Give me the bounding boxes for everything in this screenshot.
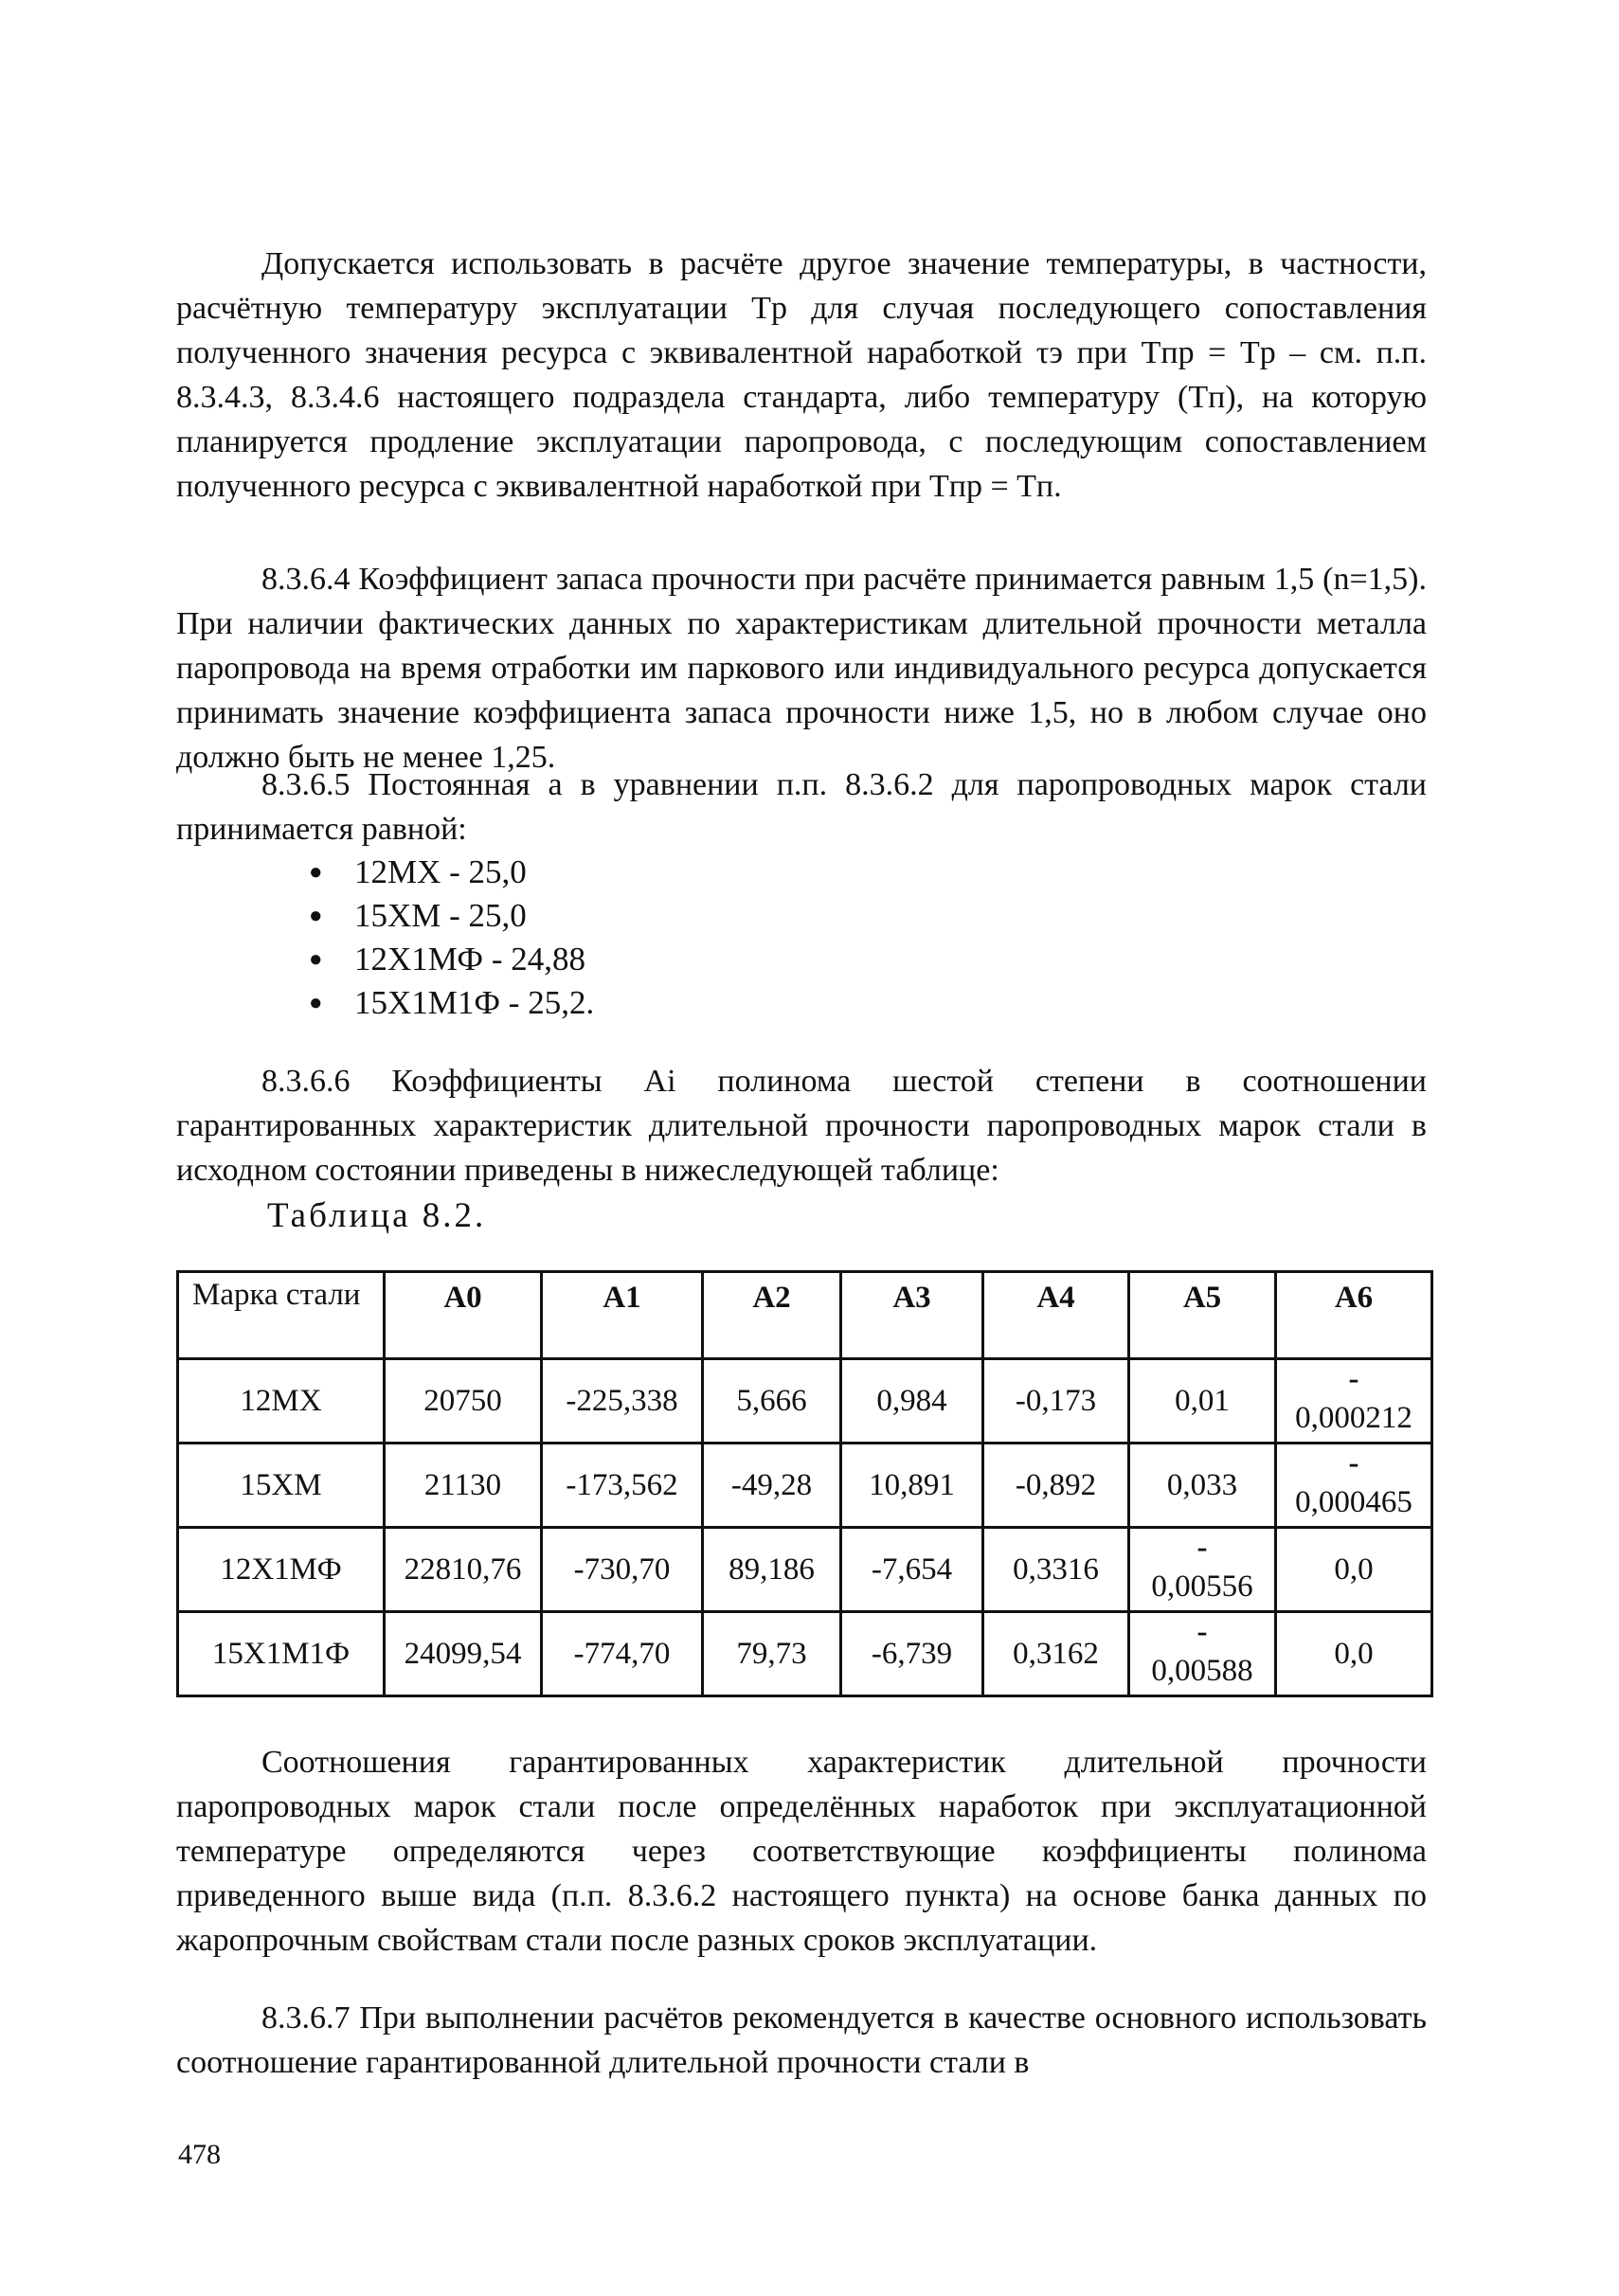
header-a1: A1: [542, 1272, 703, 1359]
after-table-text: Соотношения гарантированных характеристик длительной прочности паропроводных марок стали после определённых наработок при эксплуатационной температуре определяются через соответствующие коэффициенты полинома приведенного выше вида (п.п. 8.3.6.2 настоящего пункта) на основе банка данных по жаропрочным свойствам стали после разных сроков эксплуатации.: [176, 1745, 1427, 1958]
cell: 15Х1М1Ф: [178, 1612, 385, 1696]
minus-sign: -: [1348, 1446, 1359, 1480]
header-a2: A2: [703, 1272, 841, 1359]
cell: 12МХ: [178, 1359, 385, 1444]
section-8-3-6-5: [176, 762, 1427, 852]
header-a5: A5: [1129, 1272, 1276, 1359]
cell: 0,3162: [983, 1612, 1129, 1696]
cell: 15ХМ: [178, 1444, 385, 1528]
cell-negative-split: [1276, 1359, 1432, 1444]
cell: 0,0: [1276, 1612, 1432, 1696]
cell: -730,70: [542, 1528, 703, 1612]
cell: 0,3316: [983, 1528, 1129, 1612]
cell: 0,01: [1129, 1359, 1276, 1444]
cell: 5,666: [703, 1359, 841, 1444]
cell: 89,186: [703, 1528, 841, 1612]
section-8-3-6-6: [176, 1059, 1427, 1193]
section-8-3-6-4: [176, 557, 1427, 780]
section-8-3-6-7-text: 8.3.6.7 При выполнении расчётов рекомендуется в качестве основного использовать соотношение гарантированной длительной прочности стали в: [176, 2000, 1427, 2080]
cell: -225,338: [542, 1359, 703, 1444]
cell: 0,033: [1129, 1444, 1276, 1528]
table-row: [178, 1528, 1432, 1612]
cell: -7,654: [841, 1528, 983, 1612]
cell: 79,73: [703, 1612, 841, 1696]
cell: 22810,76: [385, 1528, 542, 1612]
coefficients-table: [176, 1270, 1433, 1697]
table-caption: Таблица 8.2.: [267, 1196, 487, 1235]
table-row: [178, 1359, 1432, 1444]
minus-sign: -: [1196, 1531, 1208, 1565]
steel-constants-list: [301, 851, 594, 1025]
cell: 0,0: [1276, 1528, 1432, 1612]
cell-negative-split: [1129, 1612, 1276, 1696]
cell-value: 0,000465: [1295, 1485, 1412, 1519]
cell-negative-split: [1276, 1444, 1432, 1528]
header-a3: A3: [841, 1272, 983, 1359]
cell-value: 0,00588: [1151, 1654, 1253, 1688]
cell: -0,173: [983, 1359, 1129, 1444]
intro-block: [176, 242, 1427, 509]
section-8-3-6-6-text: 8.3.6.6 Коэффициенты Ai полинома шестой степени в соотношении гарантированных характеристик длительной прочности паропроводных марок стали в исходном состоянии приведены в нижеследующей таблице:: [176, 1064, 1427, 1188]
minus-sign: -: [1196, 1615, 1208, 1649]
minus-sign: -: [1348, 1362, 1359, 1396]
table-row: [178, 1612, 1432, 1696]
cell: 10,891: [841, 1444, 983, 1528]
header-a4: A4: [983, 1272, 1129, 1359]
cell-value: 0,000212: [1295, 1401, 1412, 1435]
section-8-3-6-4-text: 8.3.6.4 Коэффициент запаса прочности при расчёте принимается равным 1,5 (n=1,5). При наличии фактических данных по характеристикам длительной прочности металла паропровода на время отработки им паркового или индивидуального ресурса допускается принимать значение коэффициента запаса прочности ниже 1,5, но в любом случае оно должно быть не менее 1,25.: [176, 562, 1427, 775]
section-8-3-6-5-text: 8.3.6.5 Постоянная a в уравнении п.п. 8.3.6.2 для паропроводных марок стали принимается равной:: [176, 767, 1427, 847]
cell: -774,70: [542, 1612, 703, 1696]
cell-value: 0,00556: [1151, 1570, 1253, 1604]
list-item: ● 12МХ - 25,0: [301, 851, 594, 894]
cell: -0,892: [983, 1444, 1129, 1528]
cell: 21130: [385, 1444, 542, 1528]
after-table-block: [176, 1740, 1427, 1963]
list-item: ● 15ХМ - 25,0: [301, 894, 594, 938]
header-a6: A6: [1276, 1272, 1432, 1359]
cell: 24099,54: [385, 1612, 542, 1696]
header-a0: A0: [385, 1272, 542, 1359]
section-8-3-6-7: [176, 1996, 1427, 2085]
cell: -49,28: [703, 1444, 841, 1528]
cell: 20750: [385, 1359, 542, 1444]
list-item: ● 15Х1М1Ф - 25,2.: [301, 981, 594, 1025]
cell: 0,984: [841, 1359, 983, 1444]
cell: -6,739: [841, 1612, 983, 1696]
page-number: 478: [178, 2139, 221, 2170]
table-row: [178, 1444, 1432, 1528]
cell: 12Х1МФ: [178, 1528, 385, 1612]
cell: -173,562: [542, 1444, 703, 1528]
cell-negative-split: [1129, 1528, 1276, 1612]
list-item: ● 12Х1МФ - 24,88: [301, 938, 594, 981]
table-header-row: [178, 1272, 1432, 1359]
intro-paragraph: Допускается использовать в расчёте другое значение температуры, в частности, расчётную температуру эксплуатации Tp для случая последующего сопоставления полученного значения ресурса с эквивалентной наработкой τэ при Tпр = Tp – см. п.п. 8.3.4.3, 8.3.4.6 настоящего подраздела стандарта, либо температуру (Tп), на которую планируется продление эксплуатации паропровода, с последующим сопоставлением полученного ресурса с эквивалентной наработкой при Tпр = Tп.: [176, 246, 1427, 504]
header-brand: Марка стали: [178, 1272, 385, 1359]
